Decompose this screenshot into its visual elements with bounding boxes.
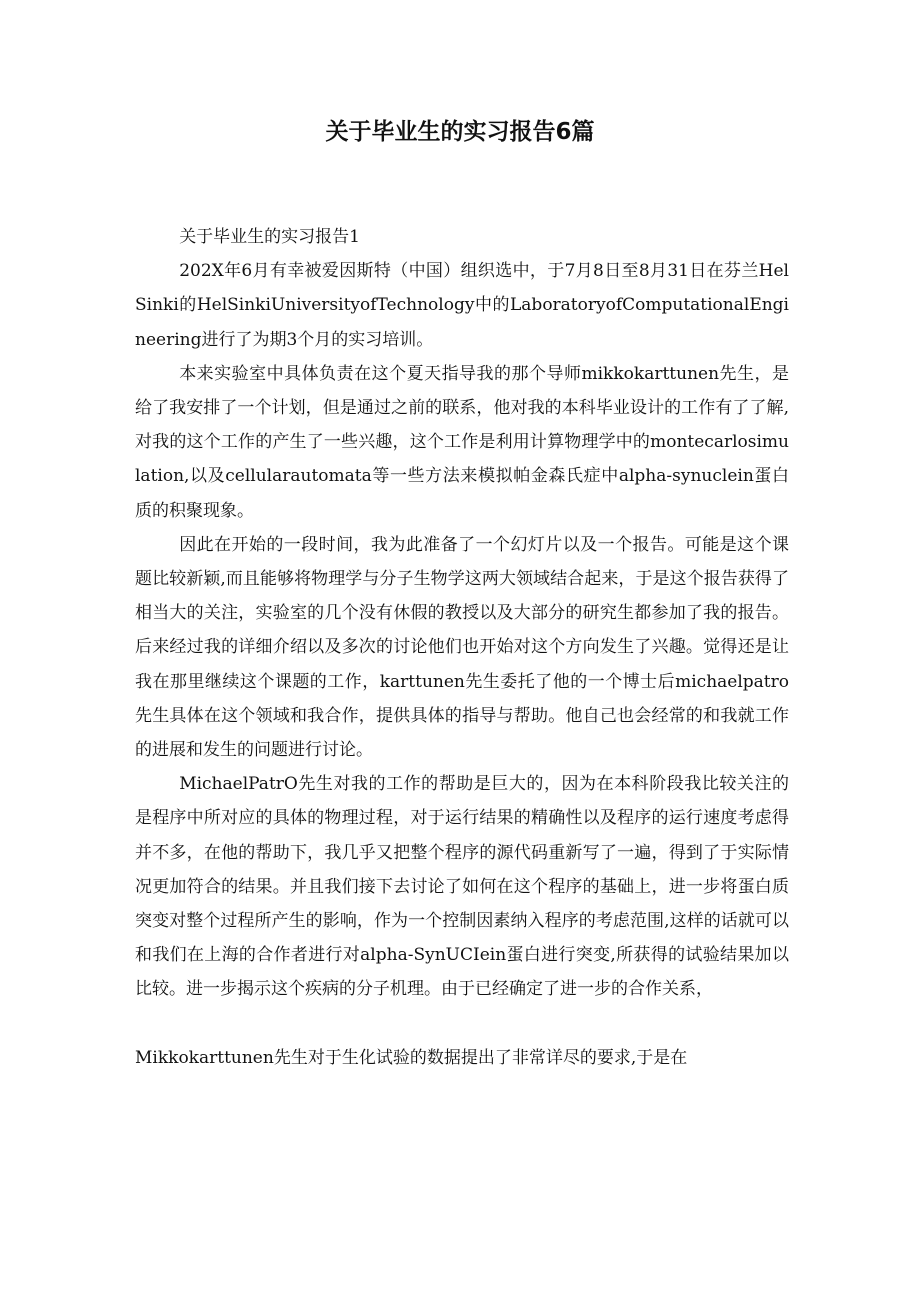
paragraph-4: MichaelPatrO先生对我的工作的帮助是巨大的，因为在本科阶段我比较关注的是程序中所对应的具体的物理过程，对于运行结果的精确性以及程序的运行速度考虑得并不多，在他的帮助下，我几乎又把整个程序的源代码重新写了一遍，得到了于实际情况更加符合的结果。并且我们接下去讨论了如何在这个程序的基础上，进一步将蛋白质突变对整个过程所产生的影响，作为一个控制因素纳入程序的考虑范围,这样的话就可以和我们在上海的合作者进行对alpha-SynUCIein蛋白进行突变,所获得的试验结果加以比较。进一步揭示这个疾病的分子机理。由于已经确定了进一步的合作关系， — [135, 774, 789, 1000]
paragraph-3: 因此在开始的一段时间，我为此准备了一个幻灯片以及一个报告。可能是这个课题比较新颖,而且能够将物理学与分子生物学这两大领域结合起来，于是这个报告获得了相当大的关注，实验室的几个没有休假的教授以及大部分的研究生都参加了我的报告。后来经过我的详细介绍以及多次的讨论他们也开始对这个方向发生了兴趣。觉得还是让我在那里继续这个课题的工作，karttunen先生委托了他的一个博士后michaelpatro先生具体在这个领域和我合作，提供具体的指导与帮助。他自己也会经常的和我就工作的进展和发生的问题进行讨论。 — [135, 534, 789, 761]
paragraph-1: 202X年6月有幸被爱因斯特（中国）组织选中，于7月8日至8月31日在芬兰HelSinki的HelSinkiUniversityofTechnology中的LaboratoryofComputationalEngineering进行了为期3个月的实习培训。 — [135, 261, 789, 350]
document-body — [135, 220, 789, 1075]
document-title: 关于毕业生的实习报告6篇 — [325, 119, 595, 145]
paragraph-2: 本来实验室中具体负责在这个夏天指导我的那个导师mikkokarttunen先生，是给了我安排了一个计划，但是通过之前的联系，他对我的本科毕业设计的工作有了了解,对我的这个工作的产生了一些兴趣，这个工作是利用计算物理学中的montecarlosimulation,以及cellularautomata等一些方法来模拟帕金森氏症中alpha-synuclein蛋白质的积聚现象。 — [135, 363, 789, 521]
section-heading: 关于毕业生的实习报告1 — [179, 227, 361, 247]
continued-line: Mikkokarttunen先生对于生化试验的数据提出了非常详尽的要求,于是在 — [135, 1047, 688, 1068]
